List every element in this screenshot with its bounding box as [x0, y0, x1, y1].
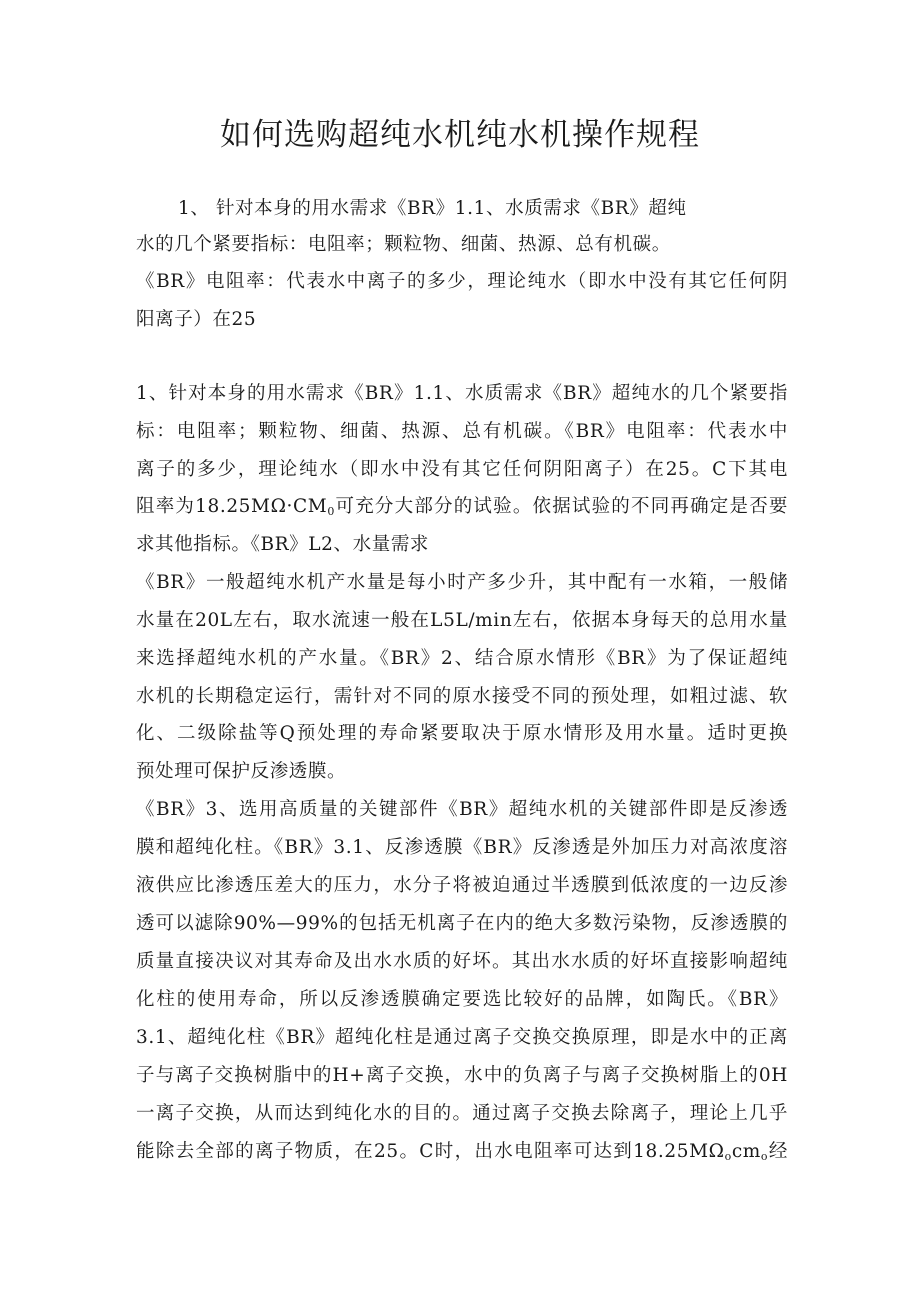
body-line-13: 膜和超纯化柱。《BR》3.1、反渗透膜《BR》反渗透是外加压力对高浓度溶 [136, 837, 788, 858]
body-line-7: 水量在20L左右，取水流速一般在L5L∕min左右，依据本身每天的总用水量 [136, 610, 788, 631]
body-line-5: 求其他指标。《BR》L2、水量需求 [136, 534, 430, 555]
intro-line-4: 阳离子）在25 [136, 309, 257, 330]
body-line-18: 3.1、超纯化柱《BR》超纯化柱是通过离子交换交换原理，即是水中的正离 [136, 1027, 788, 1048]
subscript-o-1: o [724, 1150, 732, 1163]
body-line-11: 预处理可保护反渗透膜。 [136, 761, 347, 782]
body-line-4-part-1: 阻率为18.25MΩ·CM [136, 496, 328, 517]
body-line-4 [136, 494, 788, 525]
body-line-10: 化、二级除盐等Q预处理的寿命紧要取决于原水情形及用水量。适时更换 [136, 723, 788, 744]
body-line-19: 子与离子交换树脂中的H+离子交换，水中的负离子与离子交换树脂上的0H [136, 1065, 788, 1086]
body-line-6: 《BR》一般超纯水机产水量是每小时产多少升，其中配有一水箱，一般储 [136, 572, 788, 593]
intro-line-3: 《BR》电阻率：代表水中离子的多少，理论纯水（即水中没有其它任何阴 [136, 271, 788, 292]
body-line-12: 《BR》3、选用高质量的关键部件《BR》超纯水机的关键部件即是反渗透 [136, 799, 788, 820]
body-line-9: 水机的长期稳定运行，需针对不同的原水接受不同的预处理，如粗过滤、软 [136, 686, 788, 707]
intro-line-1: 1、 针对本身的用水需求《BR》1.1、水质需求《BR》超纯 [178, 198, 687, 219]
body-line-2: 标：电阻率；颗粒物、细菌、热源、总有机碳。《BR》电阻率：代表水中 [136, 421, 788, 442]
body-line-21 [136, 1139, 788, 1170]
body-line-1: 1、针对本身的用水需求《BR》1.1、水质需求《BR》超纯水的几个紧要指 [136, 383, 788, 404]
intro-line-2: 水的几个紧要指标：电阻率；颗粒物、细菌、热源、总有机碳。 [136, 234, 671, 255]
document-title: 如何选购超纯水机纯水机操作规程 [220, 117, 700, 153]
body-line-20: 一离子交换，从而达到纯化水的目的。通过离子交换去除离子，理论上几乎 [136, 1103, 788, 1124]
body-line-15: 透可以滤除90%—99%的包括无机离子在内的绝大多数污染物，反渗透膜的 [136, 913, 788, 934]
subscript-zero: 0 [327, 505, 335, 518]
subscript-o-2: o [760, 1150, 769, 1163]
body-line-21-end: 经 [768, 1141, 788, 1162]
body-line-21-unit: cm [731, 1141, 761, 1162]
body-line-3: 离子的多少，理论纯水（即水中没有其它任何阴阳离子）在25。C下其电 [136, 459, 788, 480]
body-line-8: 来选择超纯水机的产水量。《BR》2、结合原水情形《BR》为了保证超纯 [136, 648, 788, 669]
body-line-4-part-2: 可充分大部分的试验。依据试验的不同再确定是否要 [334, 496, 788, 517]
body-line-14: 液供应比渗透压差大的压力，水分子将被迫通过半透膜到低浓度的一边反渗 [136, 875, 788, 896]
body-line-16: 质量直接决议对其寿命及出水水质的好坏。其出水水质的好坏直接影响超纯 [136, 951, 788, 972]
body-line-17: 化柱的使用寿命，所以反渗透膜确定要选比较好的品牌，如陶氏。《BR》 [136, 989, 788, 1010]
body-line-21-part-1: 能除去全部的离子物质，在25。C时，出水电阻率可达到18.25MΩ [136, 1141, 725, 1162]
